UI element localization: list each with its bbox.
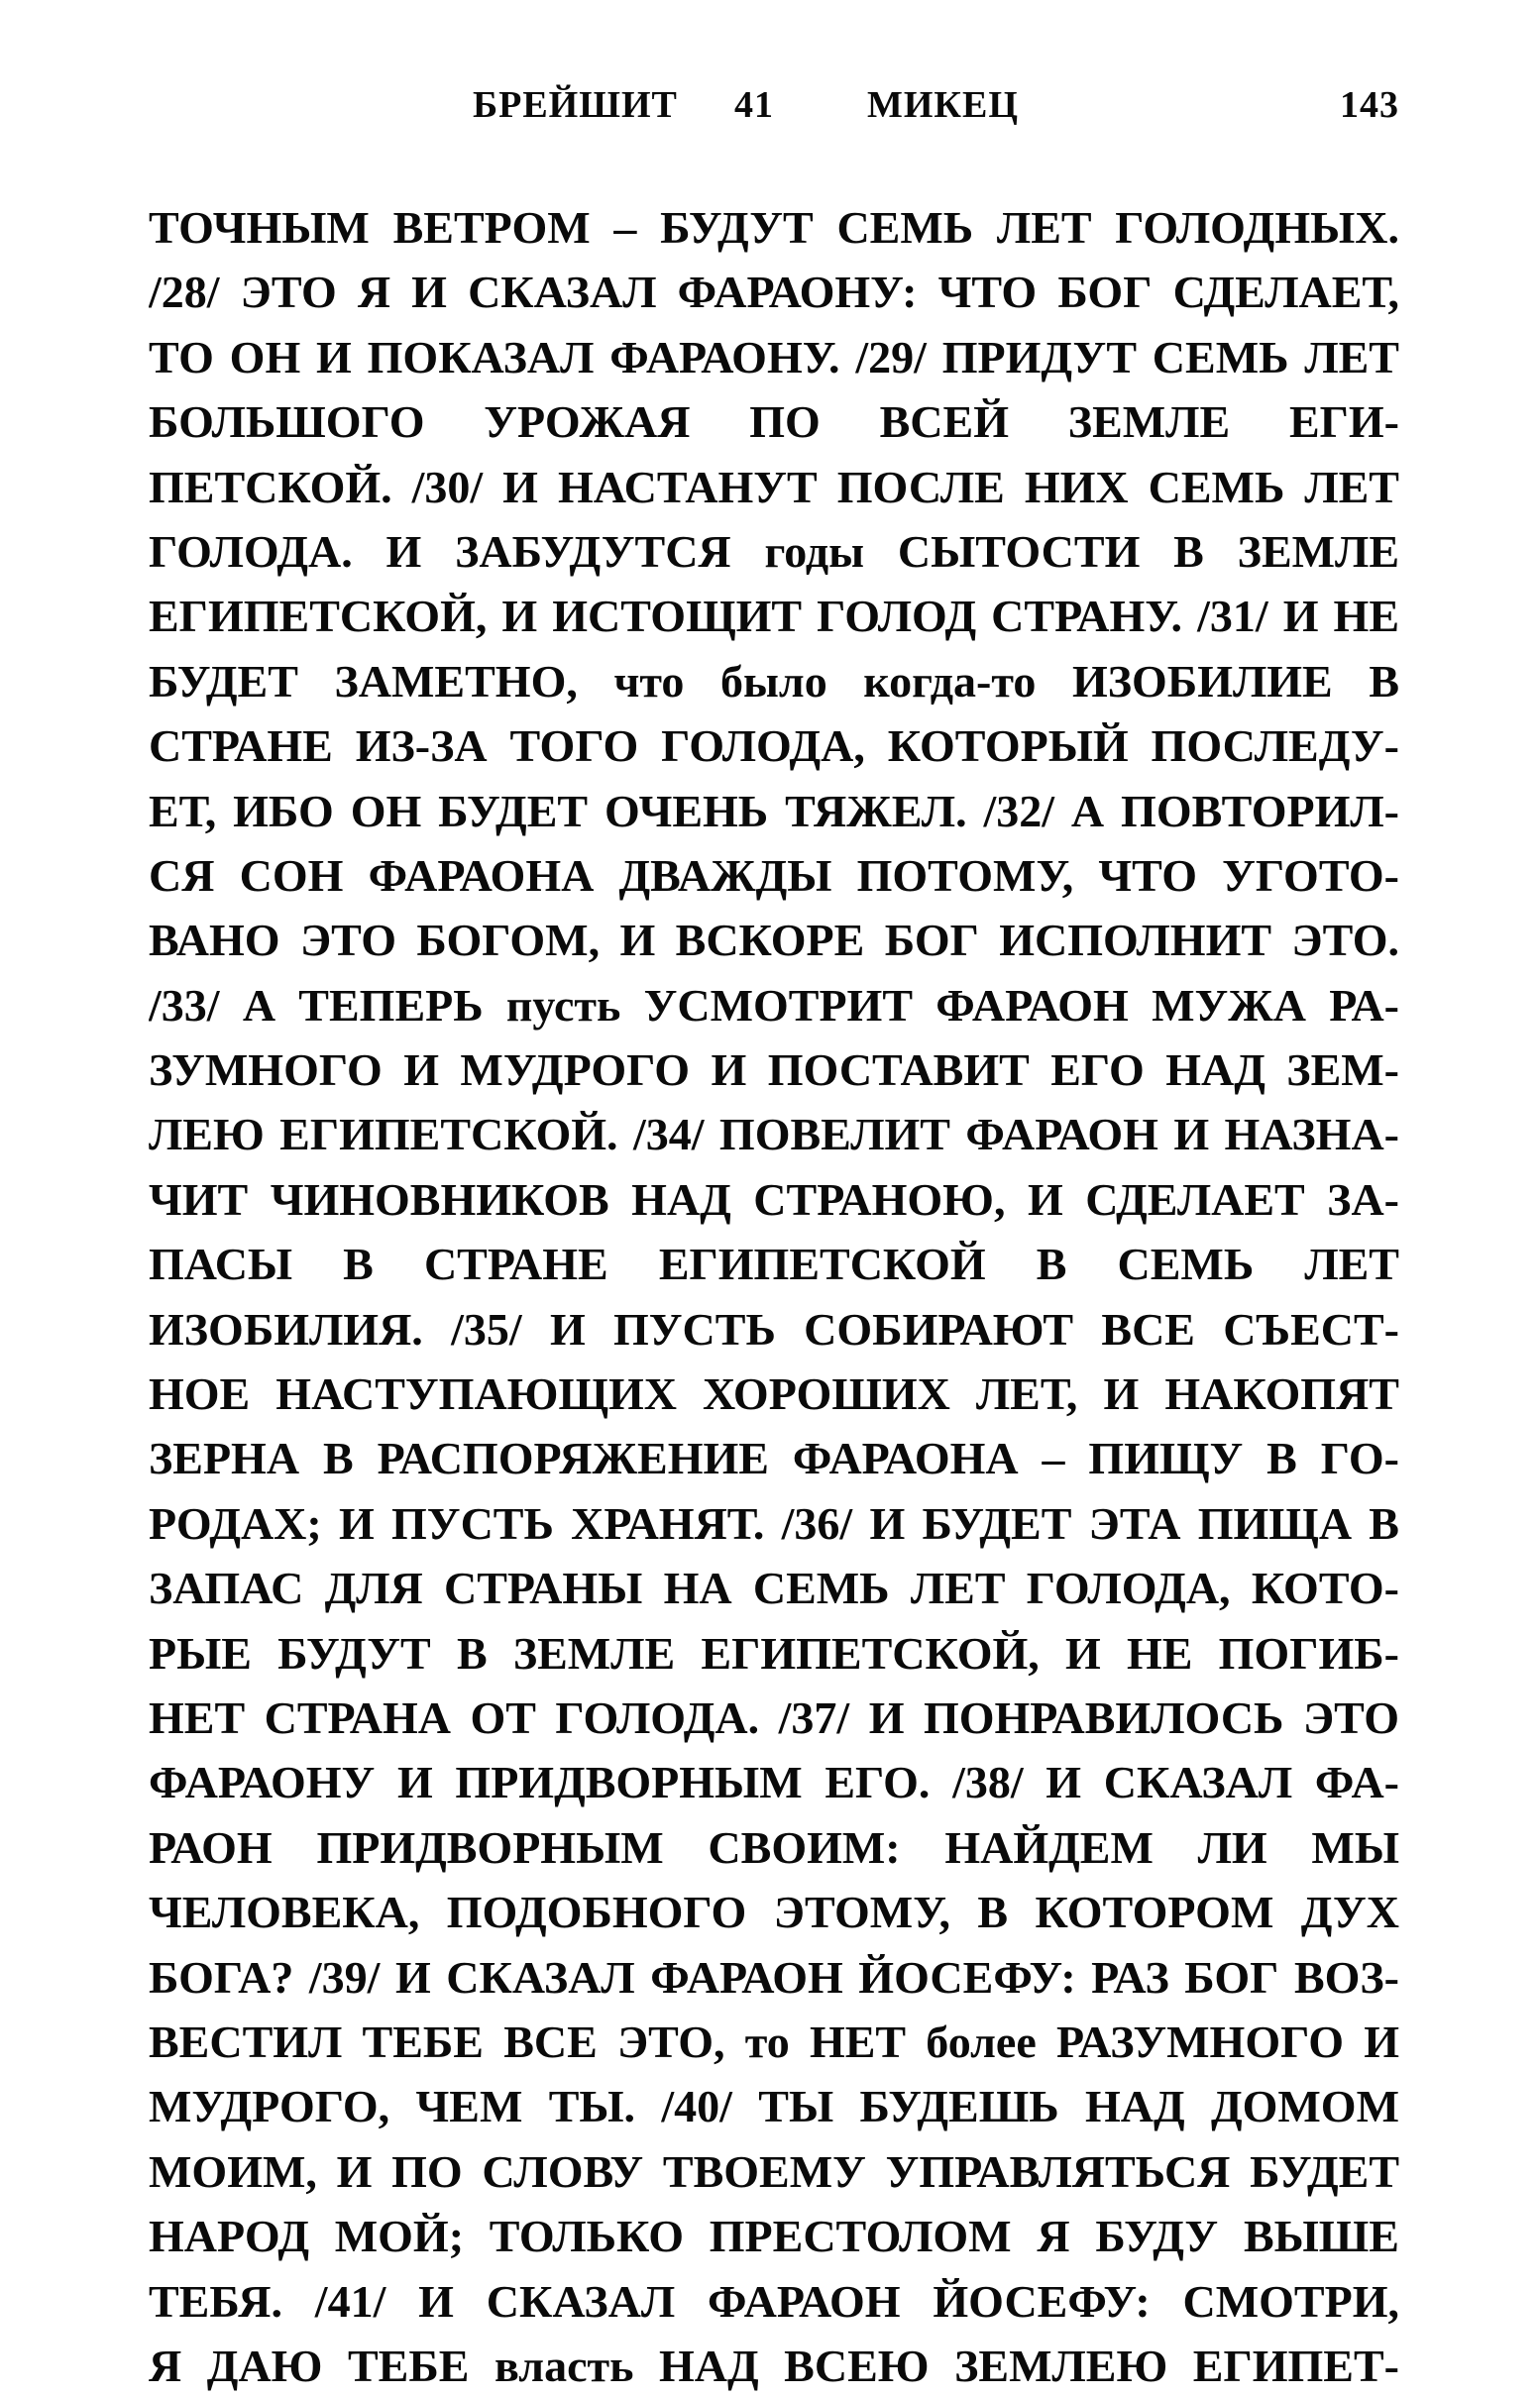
header-chapter-number: 41 — [734, 84, 774, 126]
page-number: 143 — [1340, 84, 1399, 126]
text-line: ЕГИПЕТСКОЙ, И ИСТОЩИТ ГОЛОД СТРАНУ. /31/ И НЕ — [149, 591, 1399, 642]
header-book-title: БРЕЙШИТ — [473, 84, 678, 126]
text-line: СТРАНЕ ИЗ-ЗА ТОГО ГОЛОДА, КОТОРЫЙ ПОСЛЕДУ- — [149, 720, 1399, 772]
text-line: ЧИТ ЧИНОВНИКОВ НАД СТРАНОЮ, И СДЕЛАЕТ ЗА- — [149, 1173, 1399, 1225]
text-line: РОДАХ; И ПУСТЬ ХРАНЯТ. /36/ И БУДЕТ ЭТА ПИЩА В — [149, 1497, 1399, 1549]
text-line: ЕТ, ИБО ОН БУДЕТ ОЧЕНЬ ТЯЖЕЛ. /32/ А ПОВТОРИЛ- — [149, 785, 1399, 836]
text-line: ВАНО ЭТО БОГОМ, И ВСКОРЕ БОГ ИСПОЛНИТ ЭТО. — [149, 915, 1399, 966]
text-line: ПЕТСКОЙ. /30/ И НАСТАНУТ ПОСЛЕ НИХ СЕМЬ ЛЕТ — [149, 461, 1399, 512]
text-line: /33/ А ТЕПЕРЬ пусть УСМОТРИТ ФАРАОН МУЖА РА- — [149, 979, 1399, 1031]
text-line: ГОЛОДА. И ЗАБУДУТСЯ годы СЫТОСТИ В ЗЕМЛЕ — [149, 525, 1399, 577]
body-text — [149, 195, 1399, 2398]
text-line: ИЗОБИЛИЯ. /35/ И ПУСТЬ СОБИРАЮТ ВСЕ СЪЕСТ- — [149, 1303, 1399, 1355]
text-line: МУДРОГО, ЧЕМ ТЫ. /40/ ТЫ БУДЕШЬ НАД ДОМОМ — [149, 2081, 1399, 2132]
text-line: НЕТ СТРАНА ОТ ГОЛОДА. /37/ И ПОНРАВИЛОСЬ ЭТО — [149, 1691, 1399, 1743]
text-line: НОЕ НАСТУПАЮЩИХ ХОРОШИХ ЛЕТ, И НАКОПЯТ — [149, 1368, 1399, 1420]
header-portion-title: МИКЕЦ — [867, 84, 1019, 126]
text-line: РАОН ПРИДВОРНЫМ СВОИМ: НАЙДЕМ ЛИ МЫ — [149, 1821, 1399, 1873]
text-line: ФАРАОНУ И ПРИДВОРНЫМ ЕГО. /38/ И СКАЗАЛ ФА- — [149, 1757, 1399, 1808]
text-line: ЛЕЮ ЕГИПЕТСКОЙ. /34/ ПОВЕЛИТ ФАРАОН И НАЗНА- — [149, 1109, 1399, 1160]
text-line: /28/ ЭТО Я И СКАЗАЛ ФАРАОНУ: ЧТО БОГ СДЕЛАЕТ, — [149, 267, 1399, 318]
text-line: ЗАПАС ДЛЯ СТРАНЫ НА СЕМЬ ЛЕТ ГОЛОДА, КОТО- — [149, 1563, 1399, 1614]
text-line: НАРОД МОЙ; ТОЛЬКО ПРЕСТОЛОМ Я БУДУ ВЫШЕ — [149, 2211, 1399, 2262]
text-line: МОИМ, И ПО СЛОВУ ТВОЕМУ УПРАВЛЯТЬСЯ БУДЕТ — [149, 2145, 1399, 2197]
text-line: БУДЕТ ЗАМЕТНО, что было когда-то ИЗОБИЛИЕ В — [149, 655, 1399, 707]
text-line: ТО ОН И ПОКАЗАЛ ФАРАОНУ. /29/ ПРИДУТ СЕМЬ ЛЕТ — [149, 331, 1399, 382]
text-line: БОЛЬШОГО УРОЖАЯ ПО ВСЕЙ ЗЕМЛЕ ЕГИ- — [149, 396, 1399, 448]
running-header — [149, 83, 1399, 143]
text-line: ЗЕРНА В РАСПОРЯЖЕНИЕ ФАРАОНА – ПИЩУ В ГО- — [149, 1433, 1399, 1484]
text-line: ВЕСТИЛ ТЕБЕ ВСЕ ЭТО, то НЕТ более РАЗУМНОГО И — [149, 2016, 1399, 2067]
text-line: БОГА? /39/ И СКАЗАЛ ФАРАОН ЙОСЕФУ: РАЗ БОГ ВОЗ- — [149, 1951, 1399, 2003]
text-line: ЗУМНОГО И МУДРОГО И ПОСТАВИТ ЕГО НАД ЗЕМ- — [149, 1044, 1399, 1096]
text-line: ЧЕЛОВЕКА, ПОДОБНОГО ЭТОМУ, В КОТОРОМ ДУХ — [149, 1887, 1399, 1938]
text-line: ПАСЫ В СТРАНЕ ЕГИПЕТСКОЙ В СЕМЬ ЛЕТ — [149, 1239, 1399, 1290]
text-line: СЯ СОН ФАРАОНА ДВАЖДЫ ПОТОМУ, ЧТО УГОТО- — [149, 849, 1399, 901]
text-line: Я ДАЮ ТЕБЕ власть НАД ВСЕЮ ЗЕМЛЕЮ ЕГИПЕТ- — [149, 2340, 1399, 2391]
text-line: ТОЧНЫМ ВЕТРОМ – БУДУТ СЕМЬ ЛЕТ ГОЛОДНЫХ. — [149, 202, 1399, 253]
text-line: РЫЕ БУДУТ В ЗЕМЛЕ ЕГИПЕТСКОЙ, И НЕ ПОГИБ- — [149, 1627, 1399, 1679]
text-line: ТЕБЯ. /41/ И СКАЗАЛ ФАРАОН ЙОСЕФУ: СМОТРИ, — [149, 2275, 1399, 2327]
